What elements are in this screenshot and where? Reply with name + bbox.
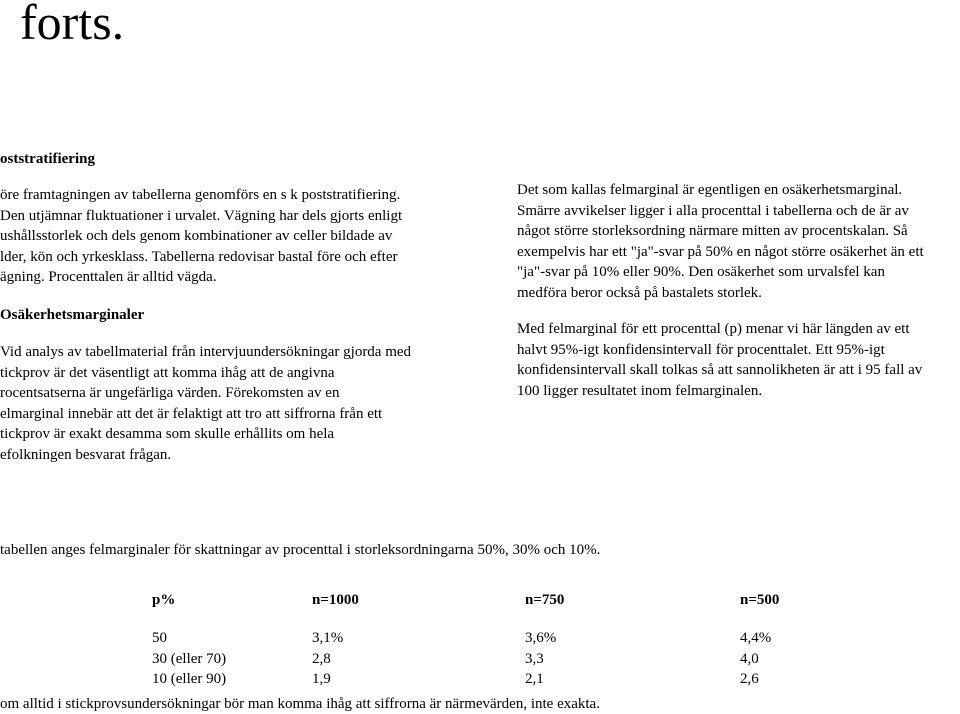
footer-note: om alltid i stickprovsundersökningar bör man komma ihåg att siffrorna är närmevärden, inte exakta. <box>0 696 600 712</box>
section-heading-osakerhetsmarginaler: Osäkerhetsmarginaler <box>0 307 145 323</box>
table-cell: 3,3 <box>525 650 544 667</box>
text-line: Smärre avvikelser ligger i alla procenttal i tabellerna och de är av <box>517 202 909 219</box>
table-cell: 50 <box>152 630 167 646</box>
text-line: halvt 95%-igt konfidensintervall för procenttalet. Ett 95%-igt <box>517 341 885 358</box>
text-line: konfidensintervall skall tolkas så att sannolikheten är att i 95 fall av <box>517 362 923 378</box>
text-line: Det som kallas felmarginal är egentligen en osäkerhetsmarginal. <box>517 182 903 198</box>
text-line: 100 ligger resultatet inom felmarginalen. <box>517 382 763 399</box>
table-cell: 2,1 <box>525 671 544 687</box>
table-cell: 4,0 <box>740 650 759 667</box>
text-line: medföra beror också på bastalets storlek. <box>517 284 762 301</box>
table-cell: 3,1% <box>312 630 344 646</box>
text-line: något större storleksordning närmare mitten av procentskalan. Så <box>517 223 908 239</box>
text-line: ägning. Procenttalen är alltid vägda. <box>0 269 217 285</box>
text-line: Vid analys av tabellmaterial från intervjuundersökningar gjorda med <box>0 344 412 360</box>
table-header-cell: n=500 <box>740 592 780 608</box>
table-cell: 3,6% <box>525 630 557 646</box>
table-cell: 30 (eller 70) <box>152 650 227 667</box>
paragraph-poststratifiering <box>0 185 402 288</box>
text-line: lder, kön och yrkesklass. Tabellerna redovisar bastal före och efter <box>0 248 398 265</box>
text-line: ushållsstorlek och dels genom kombinationer av celler bildade av <box>0 228 393 244</box>
table-header-cell: p% <box>152 592 176 608</box>
text-line: öre framtagningen av tabellerna genomförs en s k poststratifiering. <box>0 187 401 203</box>
text-line: Den utjämnar fluktuationer i urvalet. Vägning har dels gjorts enligt <box>0 207 403 224</box>
text-line: "ja"-svar på 10% eller 90%. Den osäkerhet som urvalsfel kan <box>517 264 885 280</box>
text-line: tickprov är exakt desamma som skulle erhållits om hela <box>0 426 335 442</box>
table-header-cell: n=750 <box>525 592 565 608</box>
text-line: tickprov är det väsentligt att komma ihåg att de angivna <box>0 364 335 381</box>
text-line: rocentsatserna är ungefärliga värden. Förekomsten av en <box>0 385 340 401</box>
table-cell: 2,8 <box>312 650 331 667</box>
table-cell: 2,6 <box>740 671 759 687</box>
table-intro: tabellen anges felmarginaler för skattningar av procenttal i storleksordningarna 50%, 30% och 10%. <box>0 542 601 558</box>
text-line: efolkningen besvarat frågan. <box>0 446 172 463</box>
table-cell: 4,4% <box>740 630 772 646</box>
table-cell: 1,9 <box>312 671 331 687</box>
text-line: Med felmarginal för ett procenttal (p) menar vi här längden av ett <box>517 321 910 337</box>
paragraph-felmarginal-definition <box>517 180 924 303</box>
paragraph-konfidensintervall <box>517 319 922 401</box>
table-cell: 10 (eller 90) <box>152 671 227 687</box>
page-title: forts. <box>20 0 125 50</box>
table-header-cell: n=1000 <box>312 592 359 608</box>
paragraph-osakerhetsmarginaler <box>0 342 411 465</box>
section-heading-poststratifiering: oststratifiering <box>0 151 95 167</box>
text-line: elmarginal innebär att det är felaktigt att tro att siffrorna från ett <box>0 405 383 422</box>
text-line: exempelvis har ett "ja"-svar på 50% en något större osäkerhet än ett <box>517 243 924 260</box>
